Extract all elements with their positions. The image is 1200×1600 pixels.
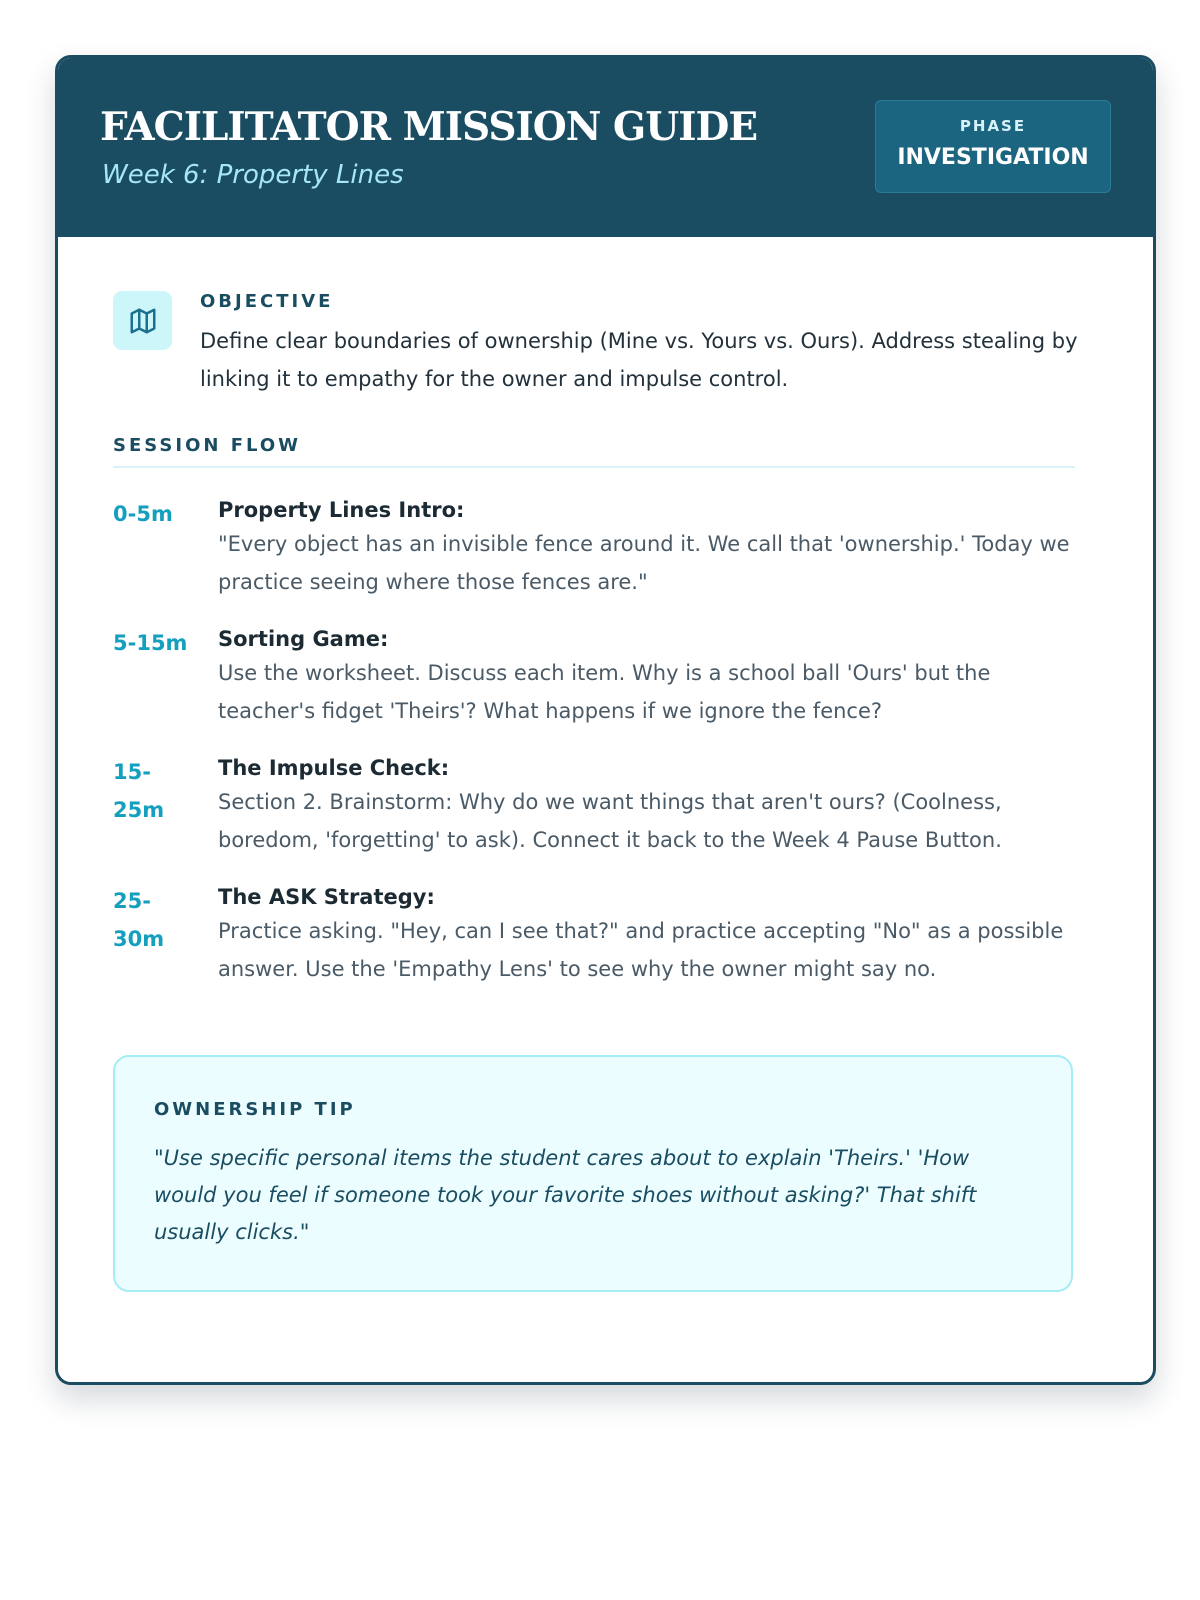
flow-step [113, 495, 1075, 601]
session-flow-list [113, 495, 1075, 1011]
flow-step [113, 624, 1075, 730]
tip-label: OWNERSHIP TIP [154, 1099, 356, 1120]
objective-label: OBJECTIVE [200, 291, 334, 312]
step-description: Practice asking. "Hey, can I see that?" and practice accepting "No" as a possible answer. Use the 'Empathy Lens' to see why the owner might say no. [218, 919, 1064, 981]
step-description: Section 2. Brainstorm: Why do we want things that aren't ours? (Coolness, boredom, 'forgetting' to ask). Connect it back to the Week 4 Pause Button. [218, 790, 1002, 852]
step-time: 0-5m [113, 502, 173, 526]
flow-step [113, 882, 1075, 988]
objective-text: Define clear boundaries of ownership (Mine vs. Yours vs. Ours). Address stealing by linking it to empathy for the owner and impulse control. [200, 329, 1078, 391]
step-title: The ASK Strategy: [218, 885, 435, 909]
step-description: "Every object has an invisible fence around it. We call that 'ownership.' Today we practice seeing where those fences are." [218, 532, 1070, 594]
page-title: FACILITATOR MISSION GUIDE [100, 104, 758, 150]
page-subtitle: Week 6: Property Lines [102, 160, 404, 190]
step-title: Sorting Game: [218, 627, 389, 651]
flow-step [113, 753, 1075, 859]
step-title: The Impulse Check: [218, 756, 450, 780]
tip-text: "Use specific personal items the student cares about to explain 'Theirs.' 'How would you feel if someone took your favorite shoes without asking?' That shift usually clicks." [154, 1146, 977, 1244]
session-flow-heading: SESSION FLOW [113, 435, 1075, 468]
step-title: Property Lines Intro: [218, 498, 465, 522]
ownership-tip-box [113, 1055, 1073, 1292]
map-icon [113, 291, 172, 350]
step-time: 25-30m [113, 889, 165, 951]
mission-guide-card [55, 55, 1156, 1385]
step-description: Use the worksheet. Discuss each item. Why is a school ball 'Ours' but the teacher's fidget 'Theirs'? What happens if we ignore the fence? [218, 661, 991, 723]
phase-badge [875, 100, 1111, 193]
phase-label: PHASE [959, 117, 1027, 135]
phase-value: INVESTIGATION [897, 145, 1089, 170]
step-time: 15-25m [113, 760, 165, 822]
guide-header [58, 58, 1153, 237]
step-time: 5-15m [113, 631, 188, 655]
